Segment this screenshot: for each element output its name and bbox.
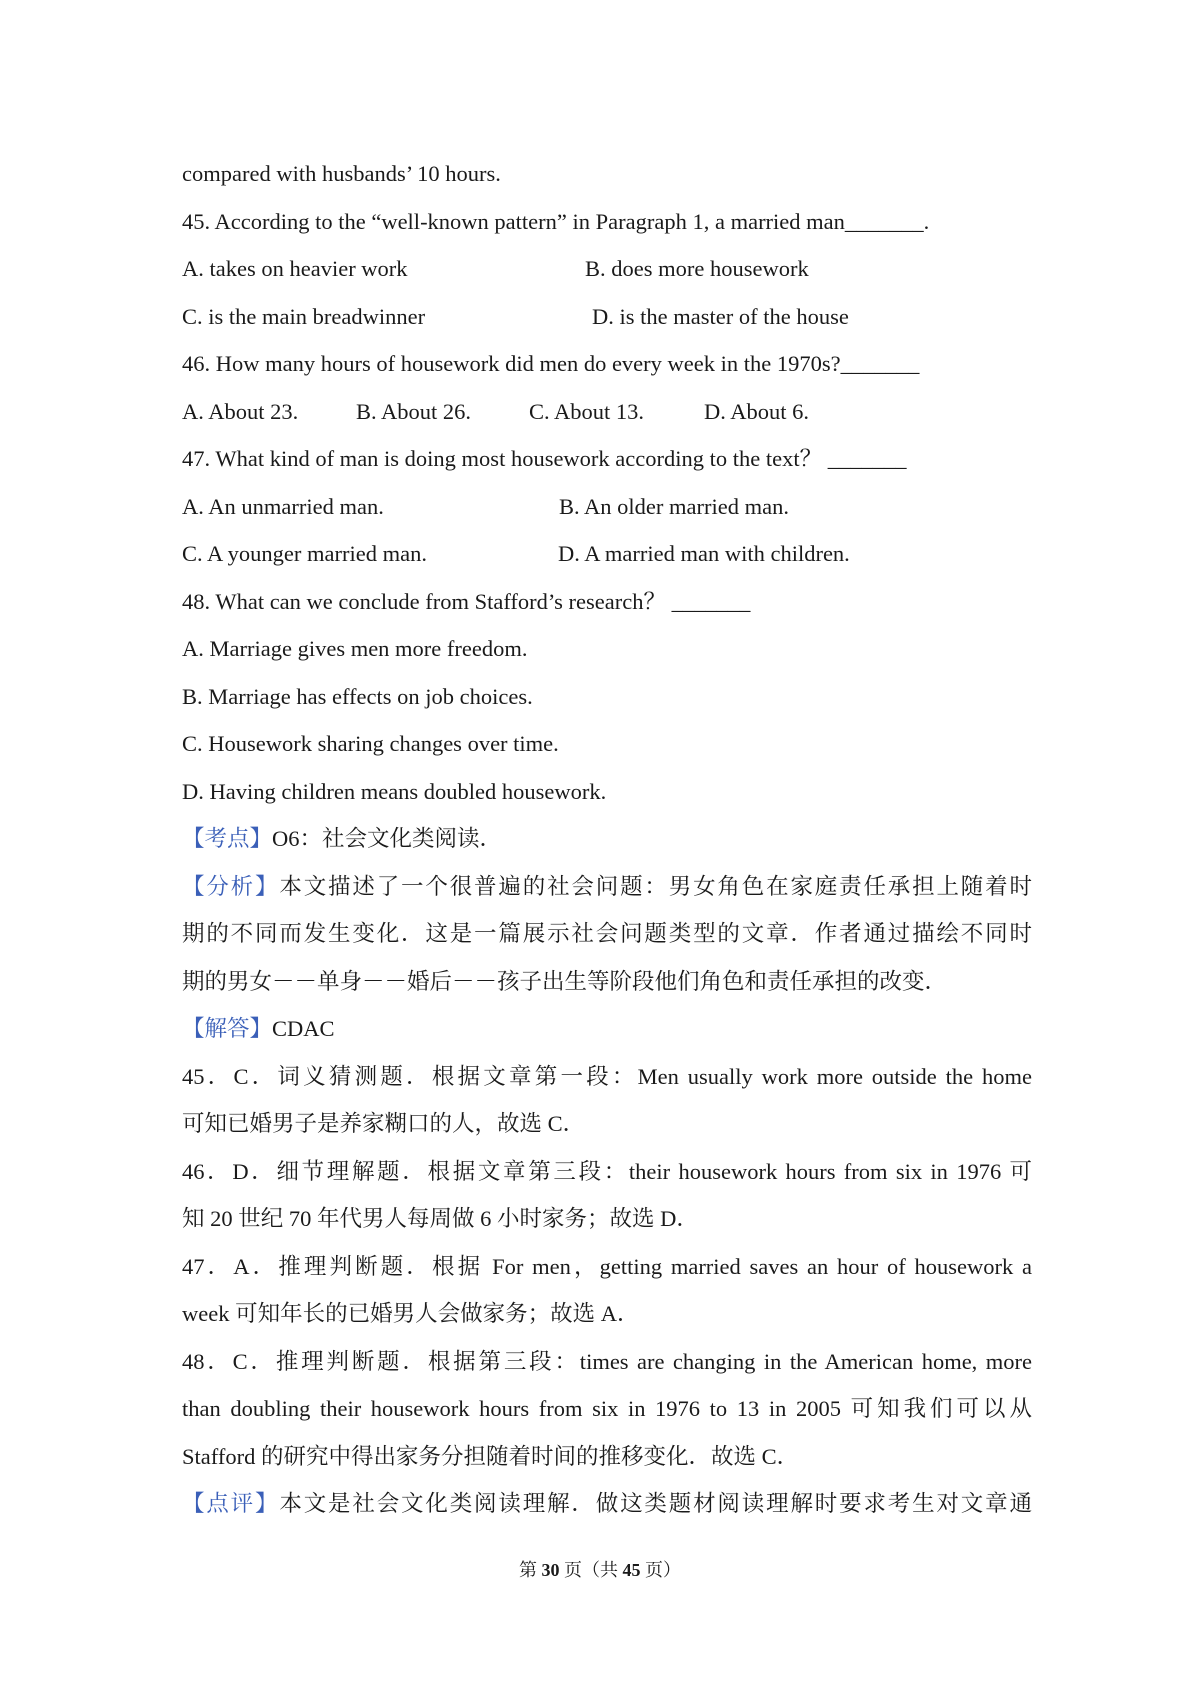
footer-middle: 页（共 bbox=[559, 1560, 623, 1580]
fenxi-line-2: 期的不同而发生变化．这是一篇展示社会问题类型的文章．作者通过描绘不同时 bbox=[182, 921, 1032, 946]
page-footer bbox=[0, 1556, 1200, 1582]
question-46-options bbox=[182, 388, 1032, 436]
question-47-option-c: C. A younger married man. bbox=[182, 541, 427, 566]
answer-45-line-2: 可知已婚男子是养家糊口的人，故选 C． bbox=[182, 1111, 586, 1136]
question-45-options-row-1 bbox=[182, 245, 1032, 293]
answer-47-line-1: 47．A．推理判断题．根据 For men，getting married saves an hour of housework a bbox=[182, 1253, 1032, 1279]
jieda-tag: 【解答】 bbox=[182, 1016, 273, 1041]
question-47-option-d: D. A married man with children. bbox=[558, 541, 850, 566]
fenxi-line-3: 期的男女－－单身－－婚后－－孩子出生等阶段他们角色和责任承担的改变． bbox=[182, 968, 948, 994]
question-48-option-d: D. Having children means doubled housework. bbox=[182, 778, 607, 804]
answer-48-line-1: 48．C．推理判断题．根据第三段：times are changing in the American home, more bbox=[182, 1348, 1032, 1374]
answer-48-line-2: than doubling their housework hours from six in 1976 to 13 in 2005 可知我们可以从 bbox=[182, 1396, 1032, 1421]
fenxi-tag: 【分析】 bbox=[182, 873, 280, 899]
footer-page-number: 30 bbox=[541, 1560, 560, 1580]
question-46-stem: 46. How many hours of housework did men do every week in the 1970s?_______ bbox=[182, 351, 920, 376]
question-48-option-c: C. Housework sharing changes over time. bbox=[182, 731, 559, 756]
question-46-option-d: D. About 6. bbox=[704, 398, 810, 424]
question-46-option-a: A. About 23. bbox=[182, 398, 299, 424]
question-47-options-row-1 bbox=[182, 483, 1032, 531]
fenxi-line-1 bbox=[182, 863, 1032, 911]
question-45-option-d: D. is the master of the house bbox=[592, 303, 849, 329]
footer-total-pages: 45 bbox=[622, 1560, 641, 1580]
dianping-text: 本文是社会文化类阅读理解．做这类题材阅读理解时要求考生对文章通 bbox=[279, 1491, 1032, 1516]
paragraph-continuation: compared with husbands’ 10 hours. bbox=[182, 161, 501, 186]
question-46-option-b: B. About 26. bbox=[356, 398, 472, 424]
question-47-option-a: A. An unmarried man. bbox=[182, 493, 384, 519]
footer-suffix: 页） bbox=[640, 1560, 681, 1580]
kaodian-tag: 【考点】 bbox=[182, 826, 273, 851]
answer-45-line-1: 45．C．词义猜测题．根据文章第一段：Men usually work more outside the home bbox=[182, 1063, 1032, 1089]
question-45-option-a: A. takes on heavier work bbox=[182, 256, 408, 281]
question-47-stem: 47. What kind of man is doing most housework according to the text？ _______ bbox=[182, 446, 907, 471]
question-48-option-b: B. Marriage has effects on job choices. bbox=[182, 683, 533, 709]
fenxi-text-1: 本文描述了一个很普遍的社会问题：男女角色在家庭责任承担上随着时 bbox=[279, 873, 1032, 899]
answer-46-line-1: 46．D．细节理解题．根据文章第三段：their housework hours from six in 1976 可 bbox=[182, 1158, 1032, 1184]
dianping-paragraph bbox=[182, 1480, 1032, 1528]
jieda-paragraph bbox=[182, 1005, 1032, 1053]
question-48-option-a: A. Marriage gives men more freedom. bbox=[182, 636, 528, 661]
answer-46-line-2: 知 20 世纪 70 年代男人每周做 6 小时家务；故选 D． bbox=[182, 1206, 699, 1231]
kaodian-paragraph bbox=[182, 815, 1032, 863]
question-47-options-row-2 bbox=[182, 530, 1032, 578]
question-45-options-row-2 bbox=[182, 293, 1032, 341]
jieda-answer-key: CDAC bbox=[272, 1016, 335, 1041]
answer-47-line-2: week 可知年长的已婚男人会做家务；故选 A． bbox=[182, 1301, 640, 1326]
question-47-option-b: B. An older married man. bbox=[559, 493, 789, 519]
answer-48-line-3: Stafford 的研究中得出家务分担随着时间的推移变化．故选 C． bbox=[182, 1443, 800, 1469]
question-46-option-c: C. About 13. bbox=[529, 398, 645, 424]
page-content bbox=[182, 150, 1032, 1528]
footer-prefix: 第 bbox=[519, 1560, 542, 1580]
kaodian-text: O6：社会文化类阅读． bbox=[272, 826, 503, 851]
question-45-option-c: C. is the main breadwinner bbox=[182, 303, 426, 329]
question-45-option-b: B. does more housework bbox=[585, 256, 809, 281]
question-45-stem: 45. According to the “well-known pattern” in Paragraph 1, a married man_______. bbox=[182, 208, 930, 234]
question-48-stem: 48. What can we conclude from Stafford’s research？ _______ bbox=[182, 588, 751, 614]
dianping-tag: 【点评】 bbox=[182, 1491, 280, 1516]
